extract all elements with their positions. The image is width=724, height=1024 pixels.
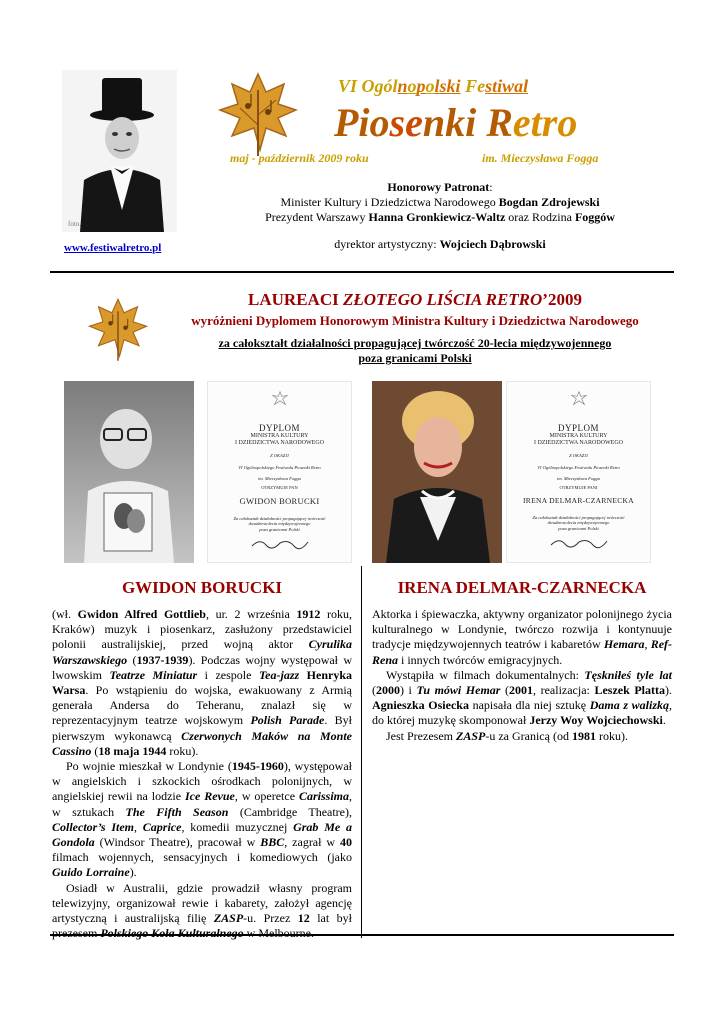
bio-text: roku, Kraków) muzyk i piosenkarz, zasłużony przedstawiciel polonii australijskiej, przed wojną aktor [52,607,352,652]
bio-text: , zagrał w [284,835,340,850]
autumn-leaf-icon [218,70,298,160]
award-reason: za całokształt działalności propagującej twórczość 20-lecia międzywojennego poza granicami Polski [218,336,612,365]
bio-text: Jerzy Woy Wojciechowski [529,713,663,728]
bio-text: ), występował w angielskich i szkockich ośrodkach polonijnych, w angielskiej rewii na lodzie [52,759,353,804]
festival-title: Piosenki Retro [334,100,578,145]
bio-text: ) i [400,683,417,698]
bio-text: Teatrze Miniatur [109,667,198,682]
bio-text: , do której muzykę skomponował [372,698,672,728]
bio-text: i innych twórców emigracyjnych. [398,652,563,667]
bio-text: 1912 [296,607,321,621]
bio-text: Dama z walizką [589,698,669,713]
bio-text: Agnieszka Osiecka [372,698,469,713]
bio-text: Tea-jazz [258,667,300,682]
bio-paragraph [372,729,672,744]
bio-text: Jest Prezesem [386,728,456,743]
header-divider [50,271,674,273]
bio-text: Ref-Rena [372,637,673,667]
signature-icon [549,535,609,549]
bio-text: The Fifth Season [125,804,229,819]
diploma-irena-delmar-czarnecka: DYPLOM MINISTRA KULTURY I DZIEDZICTWA NARODOWEGO Z OKAZJI VI Ogólnopolskiego Festiwalu Piosenki Retro im. Mieczysława Fogga OTRZYMUJE PANI IRENA DELMAR-CZARNECKA Za całokształt działalności propagującej twórczość dwudziestolecia międzywojennego poza granicami Polski [506,381,651,563]
signature-icon [250,536,310,550]
bio-text: Carissima [298,789,349,804]
bio-text: Collector’s Item [52,819,134,834]
bio-paragraph [52,607,352,759]
column-divider [361,566,362,938]
bio-text: ZASP [213,911,244,926]
bio-text: ). [664,683,672,698]
bio-text: ). [129,865,137,880]
bio-text: filmach wojennych, sensacyjnych i komediowych (jako [52,850,352,865]
bio-text: 2000 [376,683,400,698]
bio-text: , [644,637,651,652]
bio-text: . Po wstąpieniu do wojska, ewakuowany z Armią generała Andersa do Teheranu, znalazł się w reprezentacyjnym teatrze wojskowym [52,683,352,728]
autumn-leaf-small-icon [88,295,148,365]
laureate-bio-gwidon [52,607,352,941]
bio-text: 40 [340,835,352,850]
bio-text: 12 [297,911,310,926]
bio-text: ). Podczas wojny występował w lwowskim [52,652,352,682]
header-portrait-photo [62,70,177,232]
bio-text: (wł. [52,607,78,621]
bio-text: , w operetce [234,789,299,804]
bio-text: Gwidon Alfred Gottlieb [77,607,206,621]
bio-text: Osiadł w Australii, gdzie prowadził własny program telewizyjny, organizował rewie i kabarety, założył agencję artystyczną i australijską filię [52,880,352,926]
bio-text: Henryka Warsa [52,667,352,698]
bio-text: Polish Parade [250,713,325,728]
festival-dates: maj - październik 2009 roku [230,151,369,165]
laureate-bio-irena [372,607,672,744]
bio-text: Tu mówi Hemar [416,683,501,698]
bio-text: 1945-1960 [231,759,284,774]
bio-paragraph [52,759,352,881]
bio-text: Po wojnie mieszkał w Londynie ( [66,759,232,774]
festival-subtitle: VI Ogólnopolski Festiwal [338,76,529,96]
eagle-emblem-icon [271,390,289,408]
bio-text: -u za Granicą (od [485,728,572,743]
bio-text: Caprice [142,819,182,834]
artistic-director: dyrektor artystyczny: Wojciech Dąbrowski [334,237,546,251]
photo-gwidon-borucki [64,381,194,563]
diploma-subheading: wyróżnieni Dyplomem Honorowym Ministra Kultury i Dziedzictwa Narodowego [191,313,639,328]
bio-text: Hemara [603,637,645,652]
bio-text: . Był pierwszym wykonawcą [52,713,353,743]
bio-text: ( [500,683,510,698]
bio-text: , realizacja: [533,683,595,698]
bio-text: napisała dla niej sztukę [468,698,590,713]
bio-text: ( [91,743,99,758]
photo-irena-delmar-czarnecka [372,381,502,563]
bio-text: Czerwonych Maków na Monte Cassino [52,728,352,758]
laureate-name-heading: GWIDON BORUCKI [121,578,283,597]
bio-text [299,668,306,682]
bio-text: , ur. 2 września [205,607,297,621]
bio-text: , [134,819,143,834]
bio-paragraph [372,607,672,668]
bio-text: 2001 [509,683,534,698]
eagle-emblem-icon [570,390,588,408]
bio-text: 18 maja 1944 [98,743,167,758]
bio-paragraph [52,881,352,942]
bio-text: 1981 [571,728,596,743]
bio-text: Wystąpiła w filmach dokumentalnych: [386,667,585,682]
bio-text: (Windsor Theatre), pracował w [94,835,261,850]
laureate-name-heading: IRENA DELMAR-CZARNECKA [397,578,647,597]
bio-text: , w sztukach [52,789,352,819]
bio-text: ZASP [455,728,486,743]
bio-text: 1937-1939 [136,652,189,667]
bio-text: Grab Me a Gondola [52,819,352,850]
bio-text: roku). [595,728,628,743]
footer-divider [50,934,674,936]
svg-text:foto.: foto. [68,220,82,228]
bio-text: Cyrulika Warszawskiego [52,637,352,667]
bio-text: lat był [317,911,352,926]
bio-text: -u. Przez [243,911,298,926]
bio-text: i zespole [197,667,259,682]
diploma-gwidon-borucki: DYPLOM MINISTRA KULTURY I DZIEDZICTWA NARODOWEGO Z OKAZJI VI Ogólnopolskiego Festiwalu Piosenki Retro im. Mieczysława Fogga OTRZYMUJE PAN GWIDON BORUCKI Za całokształt działalności propagującej twórczość dwudziestolecia międzywojennego poza granicami Polski [207,381,352,563]
honorary-label: Honorowy Patronat [387,180,490,194]
bio-text: Ice Revue [184,789,235,804]
bio-text: , komedii muzycznej [181,819,294,834]
bio-text: roku). [166,743,199,758]
bio-text: Aktorka i śpiewaczka, aktywny organizator polonijnego życia kulturalnego w Londynie, twórczo rozwija i kontynuuje tradycje międzywojennych teatrów i kabaretów [372,607,672,652]
bio-text: Tęskniłeś tyle lat [584,667,673,682]
bio-text: . [662,713,666,728]
bio-text: ( [127,652,137,667]
bio-text: BBC [260,835,285,850]
laureates-heading: LAUREACI ZŁOTEGO LIŚCIA RETRO’2009 [248,290,582,309]
festival-patron-name: im. Mieczysława Fogga [482,151,599,165]
bio-paragraph [372,668,672,729]
website-link[interactable]: www.festiwalretro.pl [64,242,162,254]
bio-text: ( [372,683,376,698]
bio-text: (Cambridge Theatre), [228,804,353,819]
bio-text: Guido Lorraine [52,865,130,880]
honorary-patronage: Honorowy Patronat: Minister Kultury i Dziedzictwa Narodowego Bogdan Zdrojewski Prezydent Warszawy Hanna Gronkiewicz-Waltz oraz Rodzina Foggów [265,180,615,224]
bio-text: Leszek Platta [594,683,665,698]
